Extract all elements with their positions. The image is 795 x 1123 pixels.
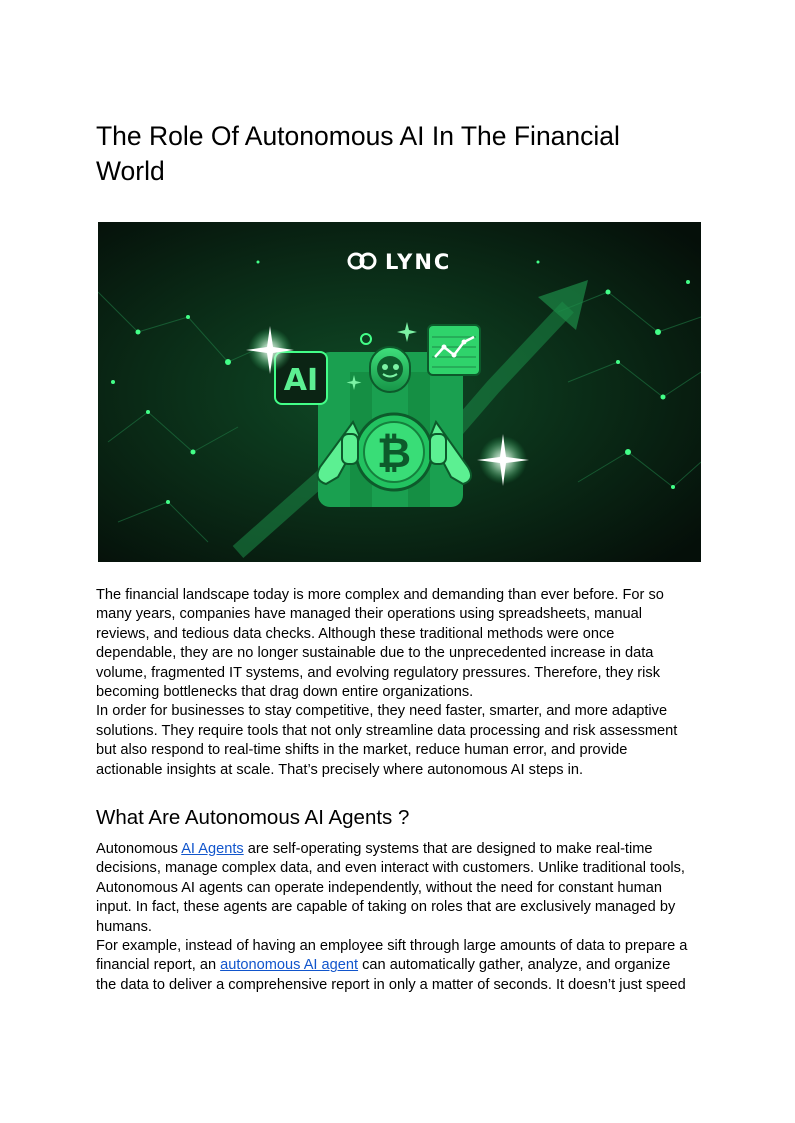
chart-card: [428, 325, 480, 375]
section-line: [96, 956, 701, 975]
intro-line: solutions. They require tools that not only streamline data processing and risk assessment: [96, 722, 678, 739]
intro-line: dependable, they are no longer sustainable due to the unprecedented increase in data: [96, 645, 654, 662]
title-line-1: The Role Of Autonomous AI In The Financial: [96, 121, 620, 151]
hero-image: [98, 222, 701, 562]
ai-agents-link[interactable]: AI Agents: [181, 841, 244, 857]
text-run: Autonomous: [96, 841, 182, 857]
text-run: financial report, an: [96, 957, 221, 974]
intro-paragraph: [96, 586, 701, 780]
section-line: For example, instead of having an employee sift through large amounts of data to prepare a: [96, 938, 688, 955]
autonomous-ai-agent-link[interactable]: autonomous AI agent: [220, 957, 359, 974]
intro-line: actionable insights at scale. That’s precisely where autonomous AI steps in.: [96, 761, 584, 778]
bitcoin-coin: [356, 414, 432, 490]
intro-line: becoming bottlenecks that drag down entire organizations.: [96, 684, 474, 701]
intro-line: many years, companies have managed their operations using spreadsheets, manual: [96, 606, 642, 623]
ai-badge-text: AI: [283, 363, 319, 398]
section-paragraph: [96, 840, 701, 995]
section-line: input. In fact, these agents are capable of taking on roles that are exclusively managed by: [96, 899, 676, 916]
document-title: [96, 119, 696, 189]
brand-name: LYNC: [385, 250, 452, 274]
intro-line: In order for businesses to stay competitive, they need faster, smarter, and more adaptive: [96, 703, 668, 720]
section-line: [96, 840, 701, 859]
section-heading: What Are Autonomous AI Agents ?: [96, 806, 410, 829]
intro-line: but also respond to real-time shifts in the market, reduce human error, and provide: [96, 742, 628, 759]
section-line: the data to deliver a comprehensive report in only a matter of seconds. It doesn’t just speed: [96, 976, 686, 993]
text-run: can automatically gather, analyze, and organize: [358, 957, 671, 974]
intro-line: reviews, and tedious data checks. Although these traditional methods were once: [96, 625, 615, 642]
section-line: Autonomous AI agents can operate independently, without the need for constant human: [96, 879, 663, 896]
coin-symbol: ₿: [376, 428, 412, 477]
hero-illustration: [98, 222, 701, 562]
section-line: humans.: [96, 918, 152, 935]
intro-line: volume, fragmented IT systems, and evolving regulatory pressures. Therefore, they risk: [96, 664, 661, 681]
intro-line: The financial landscape today is more complex and demanding than ever before. For so: [96, 587, 664, 603]
title-line-2: World: [96, 156, 165, 186]
section-line: decisions, manage complex data, and even interact with customers. Unlike traditional tools,: [96, 860, 685, 877]
text-run: are self-operating systems that are designed to make real-time: [243, 841, 653, 857]
